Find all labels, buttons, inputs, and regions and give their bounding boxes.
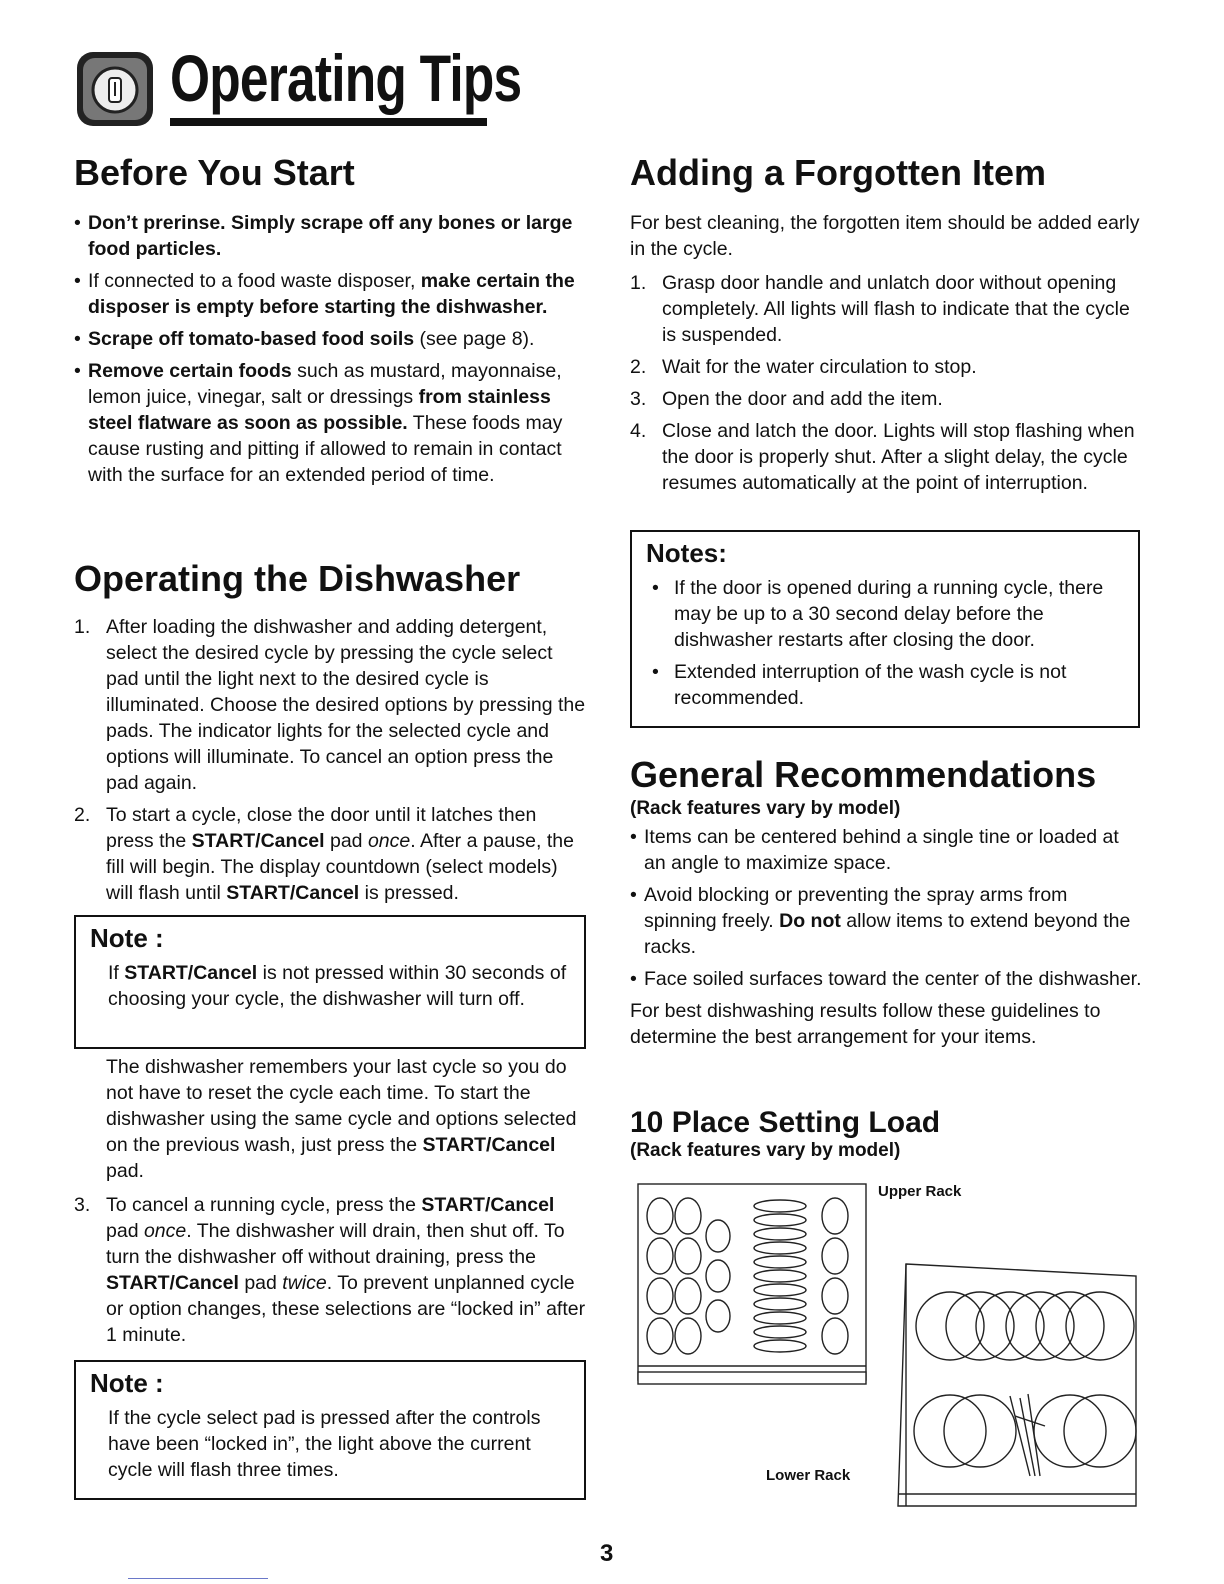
- lower-rack-label: Lower Rack: [766, 1467, 851, 1484]
- list-item: • Items can be centered behind a single tine or loaded at an angle to maximize space.: [630, 824, 1142, 876]
- list-item: • Scrape off tomato-based food soils (see page 8).: [74, 326, 589, 352]
- list-item: • If the door is opened during a running cycle, there may be up to a 30 second delay before the dishwasher restarts after closing the door.: [652, 575, 1124, 653]
- note-title: Note :: [90, 1368, 164, 1398]
- list-item: • Don’t prerinse. Simply scrape off any bones or large food particles.: [74, 210, 589, 262]
- note-text: If START/Cancel is not pressed within 30 seconds of choosing your cycle, the dishwasher will turn off.: [108, 962, 567, 1010]
- upper-rack-icon: [638, 1184, 866, 1384]
- list-item: 2. Wait for the water circulation to stop.: [630, 356, 977, 378]
- rack-illustration: [630, 1176, 1145, 1516]
- list-item: • Avoid blocking or preventing the spray arms from spinning freely. Do not allow items to extend beyond the racks.: [630, 882, 1142, 960]
- notes-box: [630, 530, 1140, 728]
- forgotten-item-heading: Adding a Forgotten Item: [630, 152, 1046, 193]
- list-item: • If connected to a food waste disposer, make certain the disposer is empty before starting the dishwasher.: [74, 268, 589, 320]
- page-number: 3: [600, 1540, 614, 1567]
- list-item: 1. Grasp door handle and unlatch door without opening completely. All lights will flash to indicate that the cycle is suspended.: [630, 272, 1130, 346]
- list-item: 3. Open the door and add the item.: [630, 388, 943, 410]
- lower-rack-icon: [898, 1264, 1136, 1506]
- page-title: Operating Tips: [170, 41, 522, 115]
- general-subtitle: (Rack features vary by model): [630, 798, 901, 819]
- note-text: If the cycle select pad is pressed after the controls have been “locked in”, the light above the current cycle will flash three times.: [108, 1407, 541, 1481]
- forgotten-item-section: [630, 152, 1142, 502]
- upper-rack-label: Upper Rack: [878, 1183, 962, 1200]
- list-item: 4. Close and latch the door. Lights will stop flashing when the door is properly shut. After a slight delay, the cycle resumes automatically at the point of interruption.: [630, 420, 1135, 494]
- list-item: • Extended interruption of the wash cycle is not recommended.: [652, 659, 1124, 711]
- operating-section: [74, 558, 589, 912]
- note-box: [74, 1360, 586, 1500]
- list-item: 1. After loading the dishwasher and adding detergent, select the desired cycle by pressing the cycle select pad until the light next to the desired cycle is illuminated. Choose the desired options by pressing the pads. The indicator lights for the selected cycle and options will illuminate. To cancel an option press the pad again.: [74, 616, 586, 794]
- ten-place-subtitle: (Rack features vary by model): [630, 1140, 901, 1161]
- ten-place-section: [630, 1106, 1142, 1166]
- note-box: [74, 915, 586, 1049]
- general-recommendations-section: [630, 754, 1142, 1050]
- paragraph: For best dishwashing results follow these guidelines to determine the best arrangement for your items.: [630, 1000, 1101, 1048]
- paragraph: For best cleaning, the forgotten item should be added early in the cycle.: [630, 212, 1140, 260]
- before-you-start-section: [74, 152, 589, 494]
- title-underline: [170, 118, 487, 126]
- operating-tips-logo-icon: [75, 48, 155, 128]
- list-item: 2. To start a cycle, close the door until it latches then press the START/Cancel pad once. After a pause, the fill will begin. The display countdown (select models) will flash until START/Cancel is pressed.: [74, 804, 574, 904]
- operating-continued: [74, 1054, 589, 1354]
- paragraph: The dishwasher remembers your last cycle so you do not have to reset the cycle each time. To start the dishwasher using the same cycle and options selected on the previous wash, just press the START/Cancel pad.: [106, 1056, 577, 1182]
- general-recommendations-heading: General Recommendations: [630, 754, 1097, 795]
- footer-rule: [128, 1578, 268, 1579]
- operating-heading: Operating the Dishwasher: [74, 558, 521, 599]
- list-item: • Face soiled surfaces toward the center of the dishwasher.: [630, 966, 1142, 992]
- notes-title: Notes:: [646, 538, 727, 568]
- note-title: Note :: [90, 923, 164, 953]
- list-item: 3. To cancel a running cycle, press the START/Cancel pad once. The dishwasher will drain, then shut off. To turn the dishwasher off without draining, press the START/Cancel pad twice. To prevent unplanned cycle or option changes, these selections are “locked in” after 1 minute.: [74, 1194, 586, 1346]
- list-item: • Remove certain foods such as mustard, mayonnaise, lemon juice, vinegar, salt or dressings from stainless steel flatware as soon as possible. These foods may cause rusting and pitting if allowed to remain in contact with the surface for an extended period of time.: [74, 358, 589, 488]
- ten-place-heading: 10 Place Setting Load: [630, 1106, 941, 1139]
- before-you-start-heading: Before You Start: [74, 152, 355, 193]
